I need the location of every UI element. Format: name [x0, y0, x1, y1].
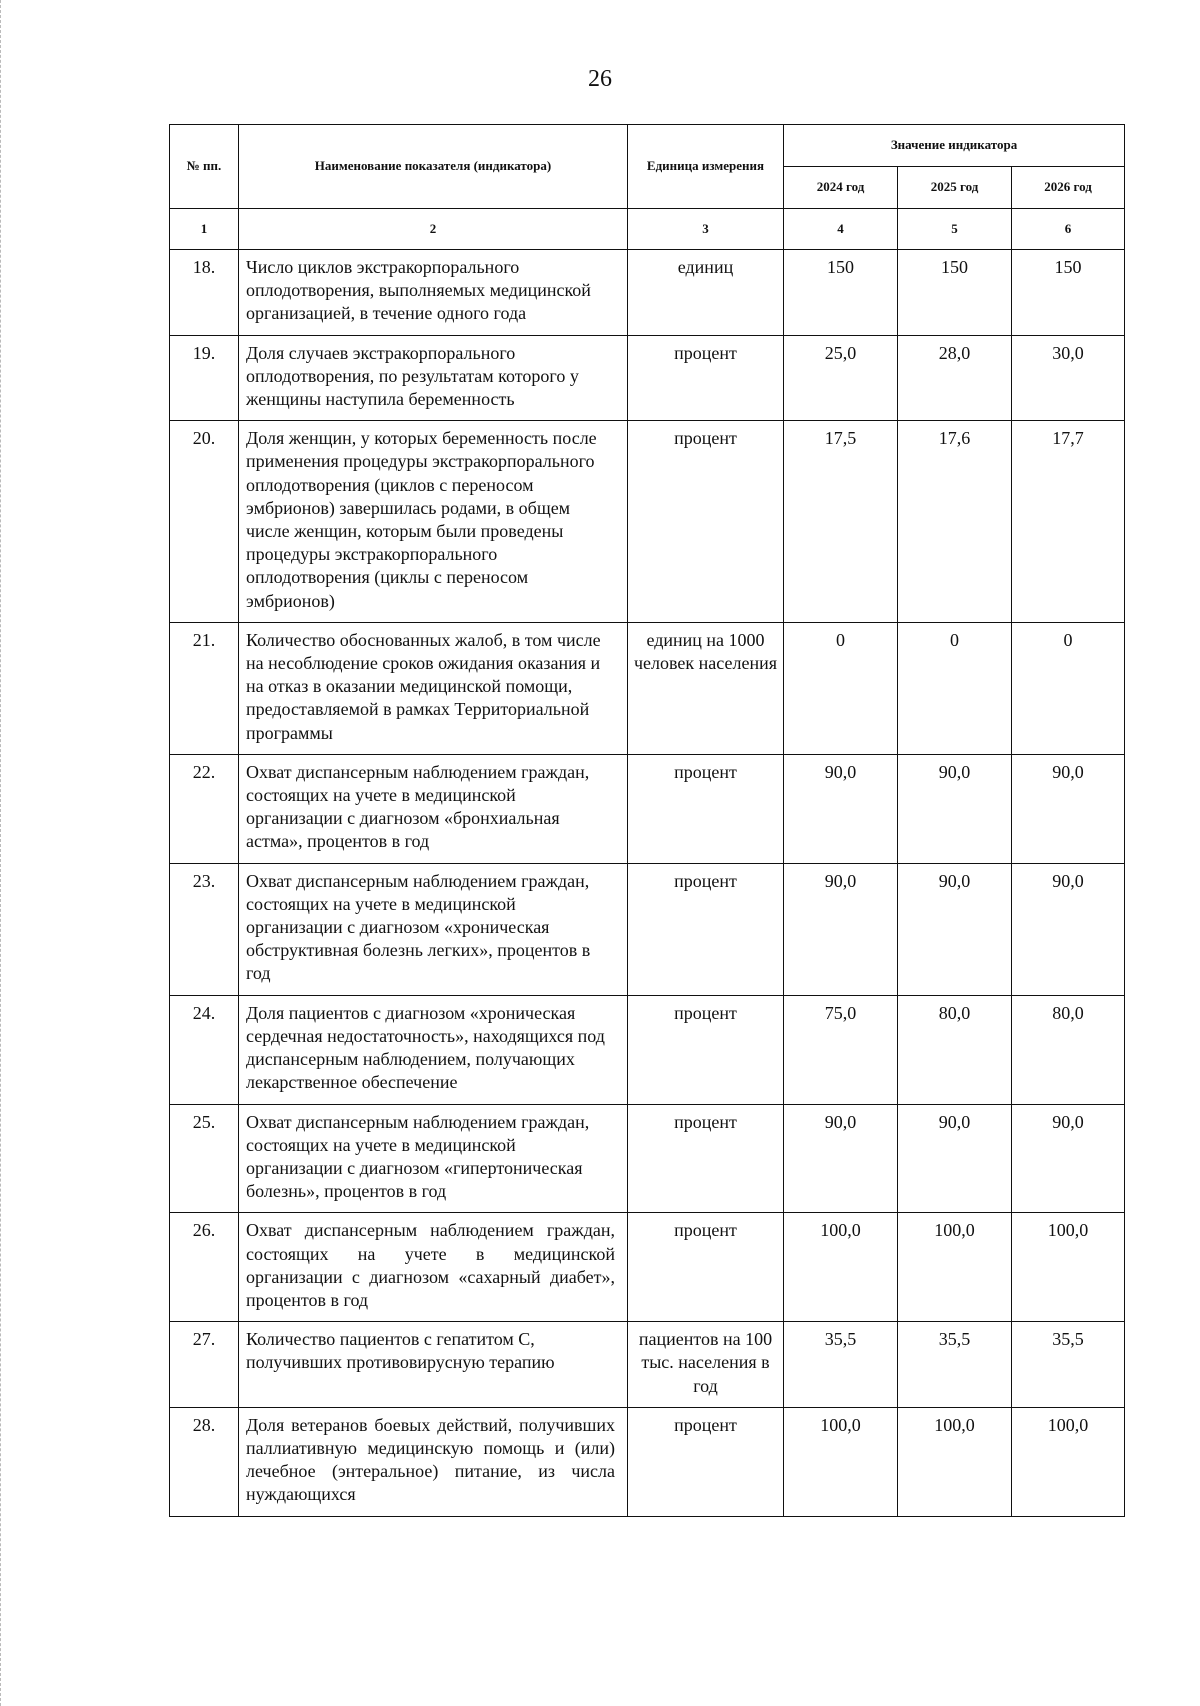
- value-2025: 35,5: [898, 1322, 1012, 1408]
- value-2026: 17,7: [1012, 421, 1125, 623]
- value-2025: 28,0: [898, 335, 1012, 421]
- value-2025: 17,6: [898, 421, 1012, 623]
- indicator-unit: единиц на 1000 человек населения: [628, 622, 784, 754]
- value-2025: 90,0: [898, 754, 1012, 863]
- value-2024: 75,0: [784, 995, 898, 1104]
- value-2026: 0: [1012, 622, 1125, 754]
- value-2026: 35,5: [1012, 1322, 1125, 1408]
- indicator-unit: пациентов на 100 тыс. населения в год: [628, 1322, 784, 1408]
- indicator-unit: процент: [628, 1104, 784, 1213]
- table-row: [170, 1322, 1125, 1408]
- value-2026: 90,0: [1012, 1104, 1125, 1213]
- header-num: № пп.: [170, 125, 239, 209]
- column-number: 4: [784, 209, 898, 250]
- value-2025: 0: [898, 622, 1012, 754]
- table-row: [170, 995, 1125, 1104]
- value-2025: 90,0: [898, 1104, 1012, 1213]
- header-name: Наименование показателя (индикатора): [239, 125, 628, 209]
- indicator-unit: процент: [628, 1407, 784, 1516]
- table-row: [170, 863, 1125, 995]
- value-2026: 80,0: [1012, 995, 1125, 1104]
- indicator-name: Доля ветеранов боевых действий, получивших паллиативную медицинскую помощь и (или) лечебное (энтеральное) питание, из числа нуждающихся: [239, 1407, 628, 1516]
- value-2024: 90,0: [784, 1104, 898, 1213]
- header-year-2025: 2025 год: [898, 167, 1012, 209]
- indicator-unit: процент: [628, 995, 784, 1104]
- indicator-name: Доля женщин, у которых беременность после применения процедуры экстракорпорального оплодотворения (циклов с переносом эмбрионов) завершилась родами, в общем числе женщин, которым были проведены процедуры экстракорпорального оплодотворения (циклы с переносом эмбрионов): [239, 421, 628, 623]
- indicator-name: Охват диспансерным наблюдением граждан, состоящих на учете в медицинской организации с диагнозом «гипертоническая болезнь», процентов в год: [239, 1104, 628, 1213]
- indicator-name: Охват диспансерным наблюдением граждан, состоящих на учете в медицинской организации с диагнозом «бронхиальная астма», процентов в год: [239, 754, 628, 863]
- row-number: 18.: [170, 250, 239, 336]
- table-row: [170, 754, 1125, 863]
- indicator-name: Доля случаев экстракорпорального оплодотворения, по результатам которого у женщины наступила беременность: [239, 335, 628, 421]
- row-number: 23.: [170, 863, 239, 995]
- header-value-group: Значение индикатора: [784, 125, 1125, 167]
- row-number: 19.: [170, 335, 239, 421]
- table-row: [170, 1213, 1125, 1322]
- indicator-unit: процент: [628, 335, 784, 421]
- header-row-1: [170, 125, 1125, 167]
- table-row: [170, 1104, 1125, 1213]
- value-2024: 150: [784, 250, 898, 336]
- value-2024: 17,5: [784, 421, 898, 623]
- row-number: 26.: [170, 1213, 239, 1322]
- indicator-name: Доля пациентов с диагнозом «хроническая сердечная недостаточность», находящихся под диспансерным наблюдением, получающих лекарственное обеспечение: [239, 995, 628, 1104]
- table-row: [170, 622, 1125, 754]
- row-number: 22.: [170, 754, 239, 863]
- value-2024: 100,0: [784, 1407, 898, 1516]
- value-2025: 80,0: [898, 995, 1012, 1104]
- indicator-name: Количество обоснованных жалоб, в том числе на несоблюдение сроков ожидания оказания и на отказ в оказании медицинской помощи, предоставляемой в рамках Территориальной программы: [239, 622, 628, 754]
- row-number: 28.: [170, 1407, 239, 1516]
- value-2026: 100,0: [1012, 1213, 1125, 1322]
- page-number: 26: [588, 66, 612, 92]
- value-2025: 100,0: [898, 1213, 1012, 1322]
- value-2024: 0: [784, 622, 898, 754]
- column-number: 2: [239, 209, 628, 250]
- table-row: [170, 335, 1125, 421]
- scan-edge-marks: [0, 0, 4, 1706]
- value-2024: 90,0: [784, 863, 898, 995]
- indicator-name: Количество пациентов с гепатитом С, получивших противовирусную терапию: [239, 1322, 628, 1408]
- table-row: [170, 1407, 1125, 1516]
- indicator-name: Число циклов экстракорпорального оплодотворения, выполняемых медицинской организацией, в течение одного года: [239, 250, 628, 336]
- row-number: 21.: [170, 622, 239, 754]
- column-number: 6: [1012, 209, 1125, 250]
- value-2025: 100,0: [898, 1407, 1012, 1516]
- value-2024: 25,0: [784, 335, 898, 421]
- table-row: [170, 250, 1125, 336]
- value-2026: 150: [1012, 250, 1125, 336]
- column-number: 5: [898, 209, 1012, 250]
- value-2024: 35,5: [784, 1322, 898, 1408]
- indicator-unit: процент: [628, 754, 784, 863]
- indicator-unit: процент: [628, 1213, 784, 1322]
- table-row: [170, 421, 1125, 623]
- indicator-name: Охват диспансерным наблюдением граждан, состоящих на учете в медицинской организации с диагнозом «хроническая обструктивная болезнь легких», процентов в год: [239, 863, 628, 995]
- column-numbers-row: [170, 209, 1125, 250]
- header-year-2026: 2026 год: [1012, 167, 1125, 209]
- row-number: 27.: [170, 1322, 239, 1408]
- row-number: 20.: [170, 421, 239, 623]
- header-unit: Единица измерения: [628, 125, 784, 209]
- value-2026: 30,0: [1012, 335, 1125, 421]
- indicators-table: [169, 124, 1125, 1517]
- header-year-2024: 2024 год: [784, 167, 898, 209]
- value-2024: 100,0: [784, 1213, 898, 1322]
- value-2025: 150: [898, 250, 1012, 336]
- indicator-name: Охват диспансерным наблюдением граждан, состоящих на учете в медицинской организации с диагнозом «сахарный диабет», процентов в год: [239, 1213, 628, 1322]
- indicator-unit: процент: [628, 421, 784, 623]
- value-2026: 90,0: [1012, 863, 1125, 995]
- column-number: 3: [628, 209, 784, 250]
- value-2026: 90,0: [1012, 754, 1125, 863]
- indicator-unit: единиц: [628, 250, 784, 336]
- row-number: 24.: [170, 995, 239, 1104]
- value-2025: 90,0: [898, 863, 1012, 995]
- value-2024: 90,0: [784, 754, 898, 863]
- indicator-unit: процент: [628, 863, 784, 995]
- row-number: 25.: [170, 1104, 239, 1213]
- value-2026: 100,0: [1012, 1407, 1125, 1516]
- column-number: 1: [170, 209, 239, 250]
